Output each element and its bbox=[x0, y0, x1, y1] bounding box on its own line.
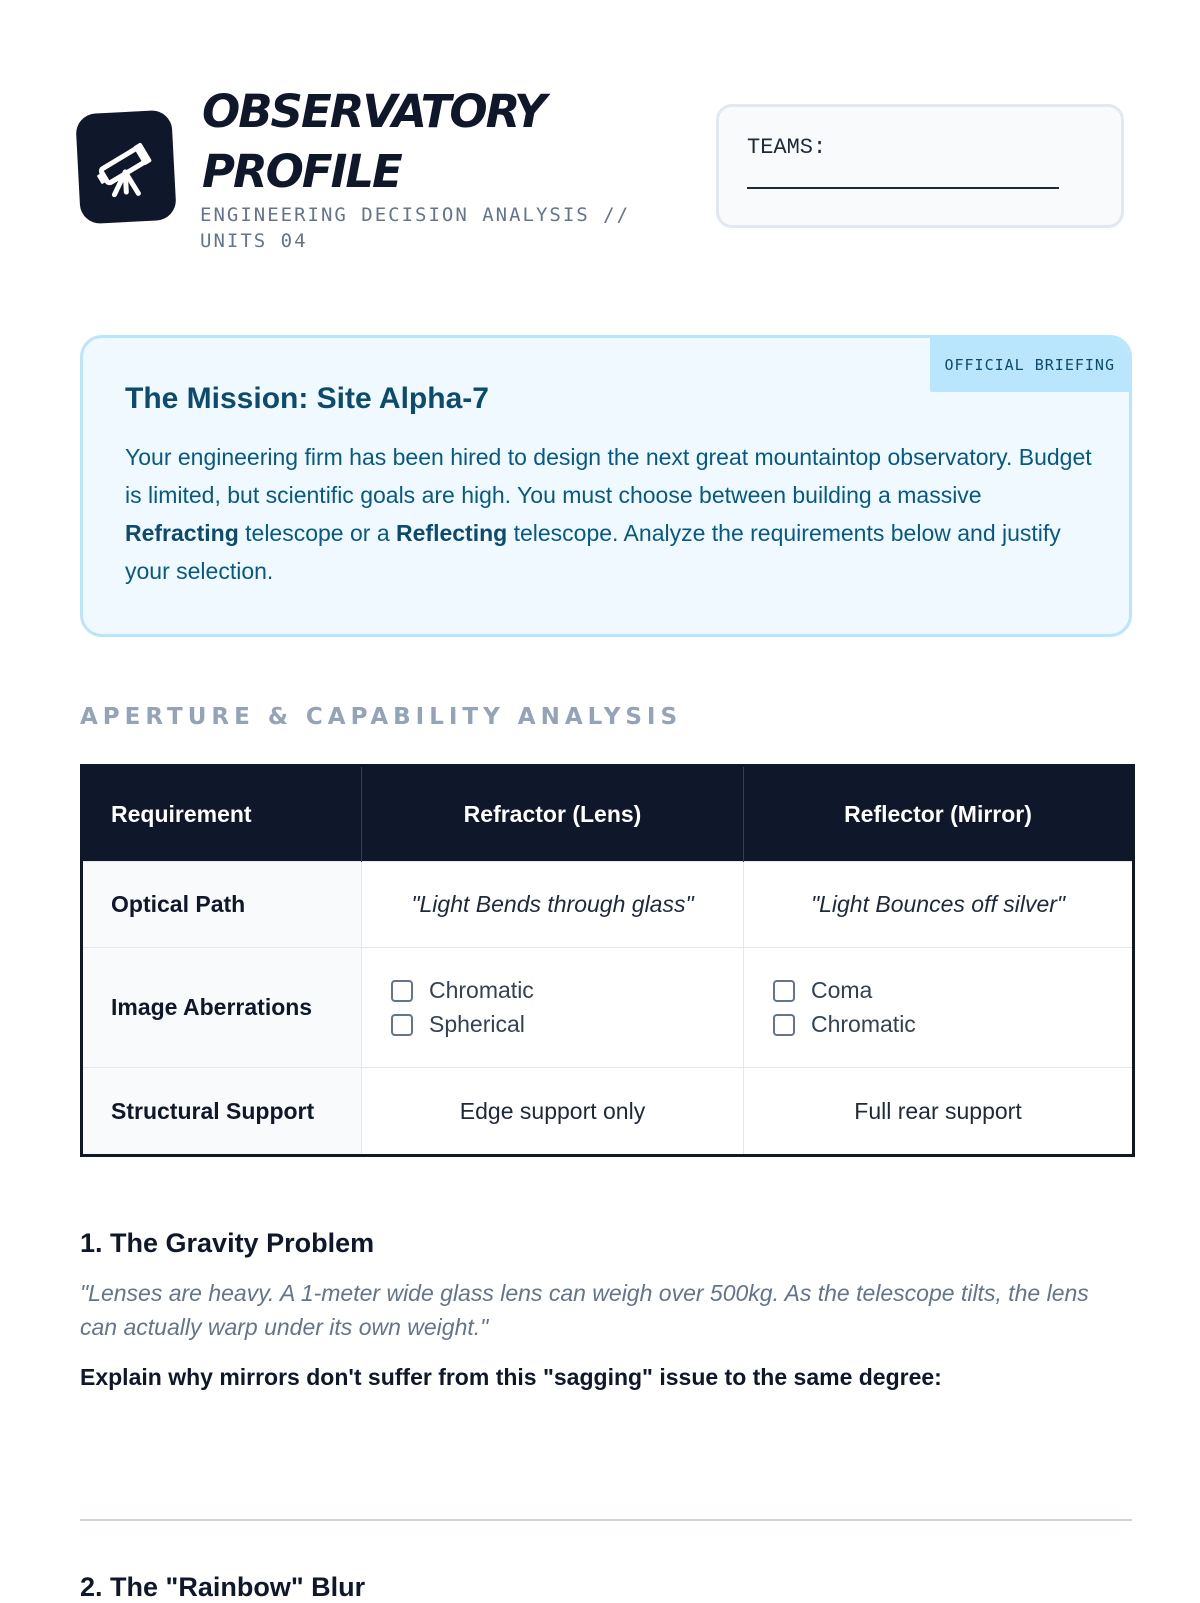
checkbox-item[interactable] bbox=[773, 1008, 1131, 1042]
title-line-1: OBSERVATORY bbox=[202, 85, 545, 138]
mission-title: The Mission: Site Alpha-7 bbox=[125, 382, 489, 415]
checkbox-label: Chromatic bbox=[429, 977, 534, 1003]
mission-text-refracting: Refracting bbox=[125, 520, 239, 546]
reflector-support: Full rear support bbox=[744, 1068, 1134, 1156]
header bbox=[78, 82, 1130, 262]
checkbox-chromatic-refractor[interactable] bbox=[391, 980, 413, 1002]
reflector-aberrations bbox=[744, 948, 1134, 1068]
checkbox-item[interactable] bbox=[391, 1008, 742, 1042]
refractor-aberrations bbox=[362, 948, 744, 1068]
teams-box bbox=[716, 104, 1124, 228]
checkbox-label: Spherical bbox=[429, 1011, 525, 1037]
checkbox-item[interactable] bbox=[391, 974, 742, 1008]
table-row-support bbox=[82, 1068, 1134, 1156]
header-refractor: Refractor (Lens) bbox=[362, 766, 744, 862]
logo bbox=[75, 110, 177, 225]
mission-text bbox=[125, 438, 1095, 590]
mission-text-part-2: telescope or a bbox=[238, 520, 397, 546]
page-title bbox=[202, 82, 545, 202]
teams-input-line[interactable] bbox=[747, 187, 1059, 189]
analysis-table bbox=[80, 764, 1135, 1157]
header-requirement: Requirement bbox=[82, 766, 362, 862]
official-briefing-badge: OFFICIAL BRIEFING bbox=[930, 338, 1129, 392]
row-label-support: Structural Support bbox=[82, 1068, 362, 1156]
mission-text-part-1: Your engineering firm has been hired to design the next great mountaintop observatory. Budget is limited, but scientific goals are high. You must choose between building a massive bbox=[125, 444, 1092, 508]
checkbox-item[interactable] bbox=[773, 974, 1131, 1008]
section-label-analysis: APERTURE & CAPABILITY ANALYSIS bbox=[80, 704, 683, 730]
mission-briefing bbox=[80, 335, 1132, 637]
question-2-title: 2. The "Rainbow" Blur bbox=[80, 1572, 366, 1602]
table-header-row bbox=[82, 766, 1134, 862]
question-1-prompt: Explain why mirrors don't suffer from this "sagging" issue to the same degree: bbox=[80, 1364, 942, 1390]
table-row-optical-path bbox=[82, 862, 1134, 948]
refractor-optical-path: "Light Bends through glass" bbox=[362, 862, 744, 948]
question-1-title: 1. The Gravity Problem bbox=[80, 1228, 375, 1258]
header-reflector: Reflector (Mirror) bbox=[744, 766, 1134, 862]
question-1-quote: "Lenses are heavy. A 1-meter wide glass lens can weigh over 500kg. As the telescope tilts, the lens can actually warp under its own weight." bbox=[80, 1280, 1089, 1340]
reflector-optical-path: "Light Bounces off silver" bbox=[744, 862, 1134, 948]
row-label-optical-path: Optical Path bbox=[82, 862, 362, 948]
row-label-aberrations: Image Aberrations bbox=[82, 948, 362, 1068]
subtitle-line-2: UNITS 04 bbox=[200, 230, 308, 252]
mission-text-part-3: telescope. Analyze the requirements below and justify your selection. bbox=[125, 520, 1061, 584]
page-subtitle bbox=[200, 202, 670, 254]
refractor-support: Edge support only bbox=[362, 1068, 744, 1156]
subtitle-line-1: ENGINEERING DECISION ANALYSIS // bbox=[200, 204, 631, 226]
telescope-icon bbox=[91, 132, 160, 201]
title-line-2: PROFILE bbox=[202, 145, 401, 198]
checkbox-label: Chromatic bbox=[811, 1011, 916, 1037]
table-row-aberrations bbox=[82, 948, 1134, 1068]
teams-label: TEAMS: bbox=[747, 135, 827, 160]
checkbox-spherical-refractor[interactable] bbox=[391, 1014, 413, 1036]
checkbox-coma-reflector[interactable] bbox=[773, 980, 795, 1002]
answer-divider bbox=[80, 1519, 1132, 1521]
checkbox-chromatic-reflector[interactable] bbox=[773, 1014, 795, 1036]
mission-text-reflecting: Reflecting bbox=[396, 520, 508, 546]
checkbox-label: Coma bbox=[811, 977, 873, 1003]
